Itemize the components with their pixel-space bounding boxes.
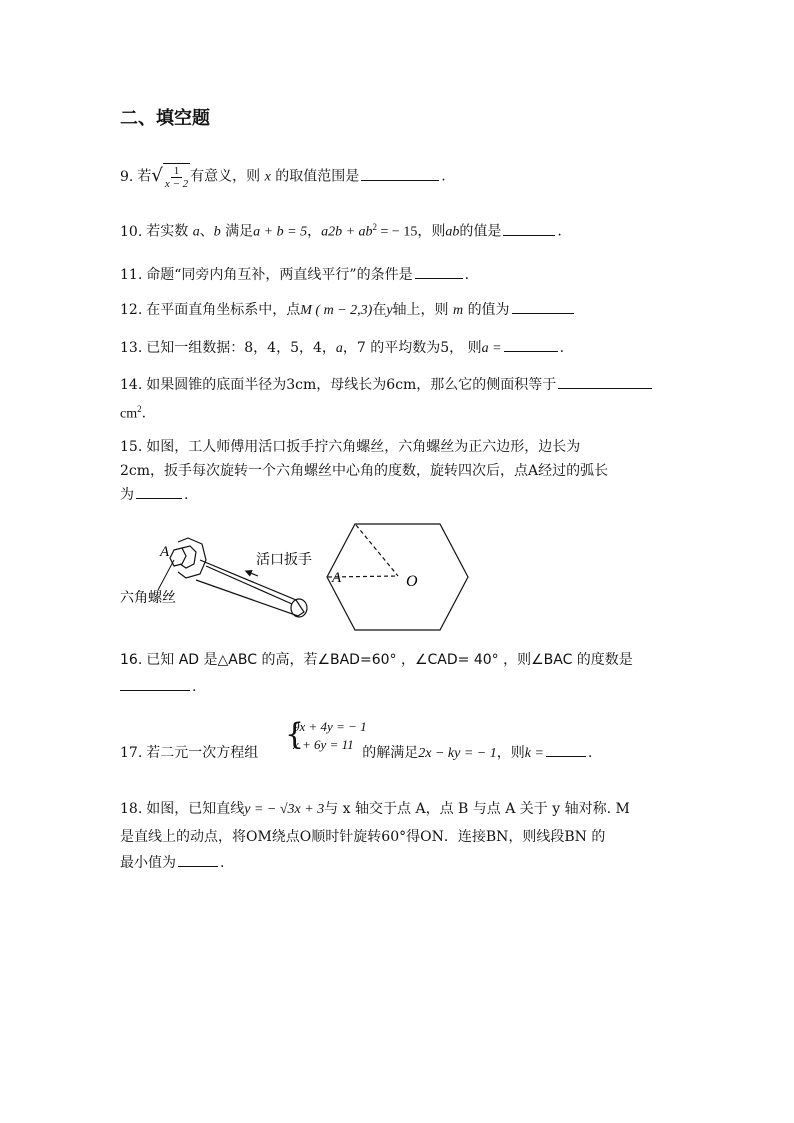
question-15-line3: 为 . [120,482,188,508]
question-14-unit: $cm^2$. [120,404,147,422]
answer-blank[interactable] [361,166,439,181]
question-10: 10. 若实数 a、b 满足a + b = 5，$a2b + ab^2$ = − 15，则ab的值是 . [120,222,562,240]
answer-blank[interactable] [546,742,586,757]
label-O: O [406,573,418,590]
answer-blank[interactable] [503,221,555,236]
question-16: 16. 已知 AD 是△ABC 的高，若∠BAD=60° ，∠CAD= 40° ，则∠BAC 的度数是 [120,652,633,668]
question-14: 14. 如果圆锥的底面半径为3cm，母线长为6cm，那么它的侧面积等于 [120,372,654,398]
label-wrench: 活口扳手 [256,552,312,568]
sqrt-expression: √ $\frac{1}{x - 2}$ [151,164,189,190]
label-A2: A [332,570,342,586]
question-18-line3: 最小值为 . [120,850,224,876]
hexagon-drawing [327,524,468,630]
question-12: 12. 在平面直角坐标系中，点M ( m − 2,3)在y轴上，则 m 的值为 [120,297,576,324]
question-16-blank: . [120,674,196,700]
equation-system: { 9x + 4y = − 1 x + 6y = 11 [285,717,367,752]
nut-pointer [158,560,174,590]
question-9: 9. 若√ $\frac{1}{x - 2}$ 有意义，则 x 的取值范围是 . [120,164,446,190]
answer-blank[interactable] [415,264,463,279]
answer-blank[interactable] [178,852,218,867]
answer-blank[interactable] [558,374,652,389]
question-15: 15. 如图，工人师傅用活口扳手拧六角螺丝，六角螺丝为正六边形，边长为 [120,439,581,455]
label-A1: A [160,544,170,560]
answer-blank[interactable] [512,299,574,314]
question-18-line2: 是直线上的动点，将OM绕点O顺时针旋转60°得ON．连接BN，则线段BN 的 [120,829,606,845]
label-nut: 六角螺丝 [120,590,176,606]
question-number: 9. [120,168,134,185]
question-17-text: 17. 若二元一次方程组 的解满足2x − ky = − 1，则k = . [120,740,592,767]
question-15-line2: 2cm，扳手每次旋转一个六角螺丝中心角的度数，旋转四次后，点A经过的弧长 [120,463,609,479]
section-title: 二、填空题 [120,108,210,129]
question-13: 13. 已知一组数据：8，4，5，4，a，7 的平均数为5， 则a = . [120,335,564,362]
answer-blank[interactable] [120,676,190,691]
wrench-hexagon-figure [120,520,480,635]
answer-blank[interactable] [504,337,558,352]
answer-blank[interactable] [136,484,182,499]
wrench-drawing [170,538,307,617]
question-18: 18. 如图，已知直线y = − √3x + 3与 x 轴交于点 A，点 B 与点 A 关于 y 轴对称. M [120,801,630,817]
question-11: 11. 命题“同旁内角互补，两直线平行”的条件是 . [120,262,469,288]
